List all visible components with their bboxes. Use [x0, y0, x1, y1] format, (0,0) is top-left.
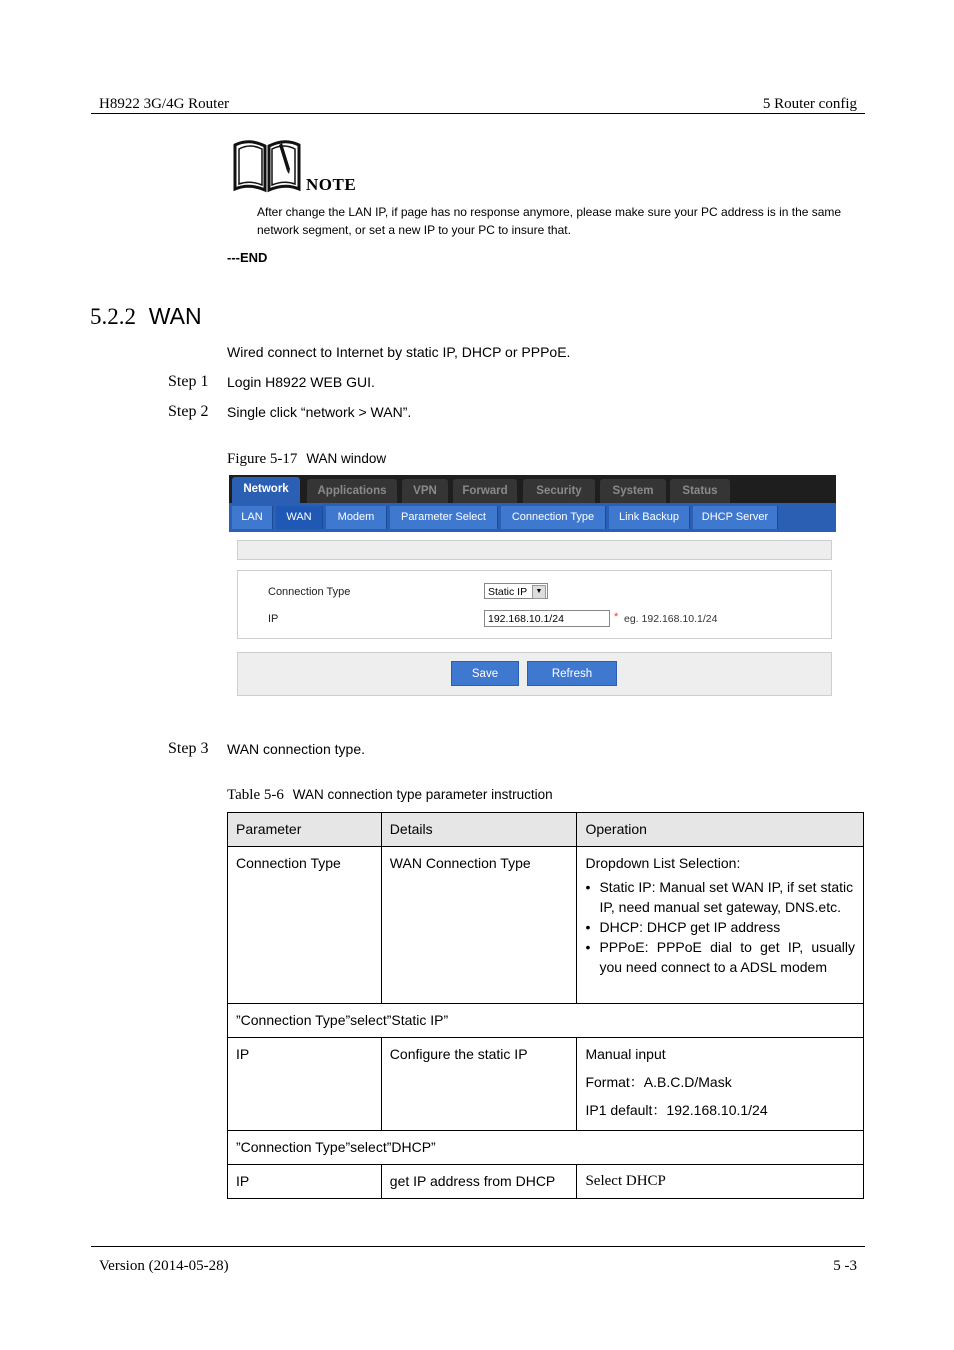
cell-parameter: IP: [228, 1038, 382, 1131]
tab-status[interactable]: Status: [670, 479, 730, 503]
header-chapter: 5 Router config: [762, 96, 857, 112]
step-2-label: Step 2: [168, 403, 209, 420]
cell-span-dhcp: ”Connection Type”select”DHCP”: [228, 1131, 864, 1165]
table-row: [228, 1004, 864, 1038]
step-2-text: Single click “network > WAN”.: [227, 404, 412, 420]
header-rule: [91, 113, 865, 114]
table-row: [228, 847, 864, 1004]
subtab-parameter-select[interactable]: Parameter Select: [390, 506, 498, 529]
footer-rule: [91, 1246, 865, 1247]
subtab-link-backup[interactable]: Link Backup: [609, 506, 690, 529]
page-number: 5 -3: [833, 1258, 857, 1274]
sub-tab-bar: [229, 503, 836, 532]
header-details: Details: [381, 813, 577, 847]
list-item: • DHCP: DHCP get IP address: [585, 917, 855, 937]
settings-panel: [237, 570, 832, 639]
operation-line: Manual input: [585, 1046, 666, 1062]
book-note-icon: [232, 137, 302, 195]
router-wan-screenshot: [229, 475, 836, 696]
connection-type-select[interactable]: [484, 583, 548, 599]
title-panel: [237, 540, 832, 560]
note-label: NOTE: [306, 175, 357, 194]
table-header-row: [228, 813, 864, 847]
connection-type-label: Connection Type: [268, 586, 351, 598]
figure-label: Figure 5-17: [227, 451, 298, 467]
tab-system[interactable]: System: [600, 479, 666, 503]
step-1-label: Step 1: [168, 373, 209, 390]
cell-details: WAN Connection Type: [381, 847, 577, 1004]
cell-span-static-ip: ”Connection Type”select”Static IP”: [228, 1004, 864, 1038]
required-mark: *: [614, 611, 619, 623]
table-row: [228, 1165, 864, 1199]
operation-list: [585, 877, 855, 977]
note-text: After change the LAN IP, if page has no response anymore, please make sure your PC address is in the same network segment, or set a new IP to your PC to insure that.: [257, 205, 842, 237]
subtab-dhcp-server[interactable]: DHCP Server: [693, 506, 778, 529]
tab-security[interactable]: Security: [523, 479, 595, 503]
header-operation: Operation: [577, 813, 864, 847]
tab-vpn[interactable]: VPN: [402, 479, 448, 503]
header-parameter: Parameter: [228, 813, 382, 847]
cell-parameter: IP: [228, 1165, 382, 1199]
table-row: [228, 1131, 864, 1165]
save-button[interactable]: Save: [451, 661, 519, 686]
tab-network[interactable]: Network: [232, 477, 300, 503]
section-number: 5.2.2: [90, 304, 136, 329]
table-caption-text: WAN connection type parameter instruction: [292, 787, 553, 802]
table-caption: [227, 786, 553, 804]
header-title: H8922 3G/4G Router: [99, 96, 229, 112]
connection-type-value: Static IP: [488, 586, 528, 598]
cell-details: get IP address from DHCP: [381, 1165, 577, 1199]
intro-text: Wired connect to Internet by static IP, DHCP or PPPoE.: [227, 344, 571, 360]
ip-label: IP: [268, 613, 279, 625]
list-item: • Static IP: Manual set WAN IP, if set static IP, need manual set gateway, DNS.etc.: [585, 877, 855, 917]
end-marker: ---END: [227, 250, 268, 265]
operation-line: Format：A.B.C.D/Mask: [585, 1074, 732, 1090]
step-3-text: WAN connection type.: [227, 741, 365, 757]
parameter-table: [227, 812, 864, 1199]
section-heading: [90, 303, 202, 330]
cell-operation: Select DHCP: [577, 1165, 864, 1199]
subtab-connection-type[interactable]: Connection Type: [501, 506, 606, 529]
section-title: WAN: [148, 303, 202, 329]
operation-title: Dropdown List Selection:: [585, 855, 741, 871]
table-label: Table 5-6: [227, 787, 284, 803]
subtab-wan[interactable]: WAN: [276, 506, 323, 529]
chevron-down-icon[interactable]: ▼: [532, 585, 546, 599]
tab-forward[interactable]: Forward: [453, 479, 517, 503]
cell-operation: [577, 1038, 864, 1131]
figure-caption: [227, 450, 386, 468]
refresh-button[interactable]: Refresh: [527, 661, 617, 686]
footer-version: Version (2014-05-28): [99, 1258, 229, 1274]
list-item: • PPPoE: PPPoE dial to get IP, usually you need connect to a ADSL modem: [585, 937, 855, 977]
operation-line: IP1 default：192.168.10.1/24: [585, 1102, 768, 1118]
subtab-modem[interactable]: Modem: [326, 506, 387, 529]
tab-applications[interactable]: Applications: [307, 479, 397, 503]
subtab-lan[interactable]: LAN: [232, 506, 273, 529]
ip-input[interactable]: 192.168.10.1/24: [484, 610, 610, 627]
cell-parameter: Connection Type: [228, 847, 382, 1004]
cell-operation: [577, 847, 864, 1004]
cell-details: Configure the static IP: [381, 1038, 577, 1131]
step-3-label: Step 3: [168, 740, 209, 757]
table-row: [228, 1038, 864, 1131]
ip-hint: eg. 192.168.10.1/24: [624, 613, 718, 625]
main-tab-bar: [229, 475, 836, 503]
figure-caption-text: WAN window: [306, 451, 387, 466]
step-1-text: Login H8922 WEB GUI.: [227, 374, 375, 390]
